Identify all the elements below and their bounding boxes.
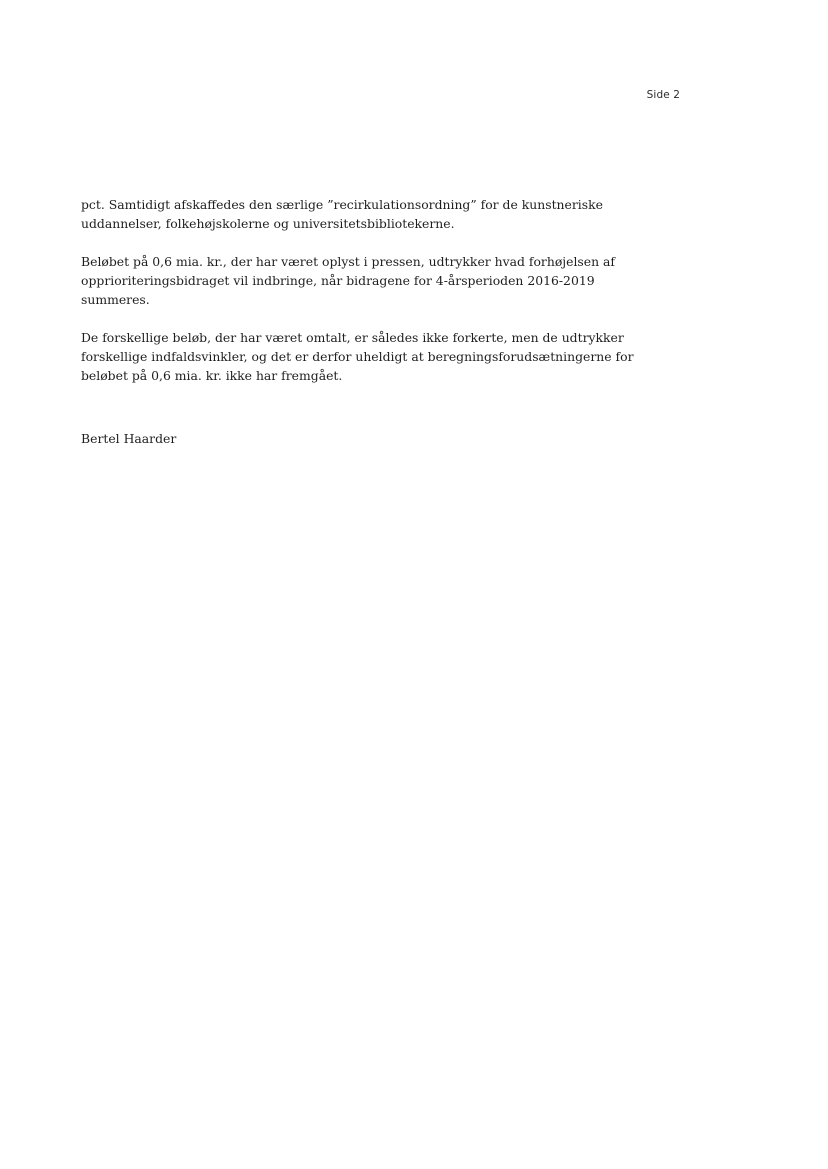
text-line: Beløbet på 0,6 mia. kr., der har været oplyst i pressen, udtrykker hvad forhøjelsen af xyxy=(81,254,616,269)
letter-body xyxy=(81,195,661,404)
paragraph-2 xyxy=(81,252,661,309)
paragraph-3 xyxy=(81,328,661,385)
text-line: summeres. xyxy=(81,292,150,307)
text-line: uddannelser, folkehøjskolerne og universitetsbibliotekerne. xyxy=(81,216,455,231)
paragraph-1 xyxy=(81,195,661,233)
signature-name: Bertel Haarder xyxy=(81,431,177,446)
text-line: beløbet på 0,6 mia. kr. ikke har fremgået. xyxy=(81,368,343,383)
page-number: Side 2 xyxy=(646,89,680,101)
text-line: pct. Samtidigt afskaffedes den særlige ”recirkulationsordning” for de kunstneriske xyxy=(81,197,603,212)
text-line: opprioriteringsbidraget vil indbringe, når bidragene for 4-årsperioden 2016-2019 xyxy=(81,273,595,288)
text-line: De forskellige beløb, der har været omtalt, er således ikke forkerte, men de udtrykker xyxy=(81,330,624,345)
text-line: forskellige indfaldsvinkler, og det er derfor uheldigt at beregningsforudsætningerne for xyxy=(81,349,634,364)
